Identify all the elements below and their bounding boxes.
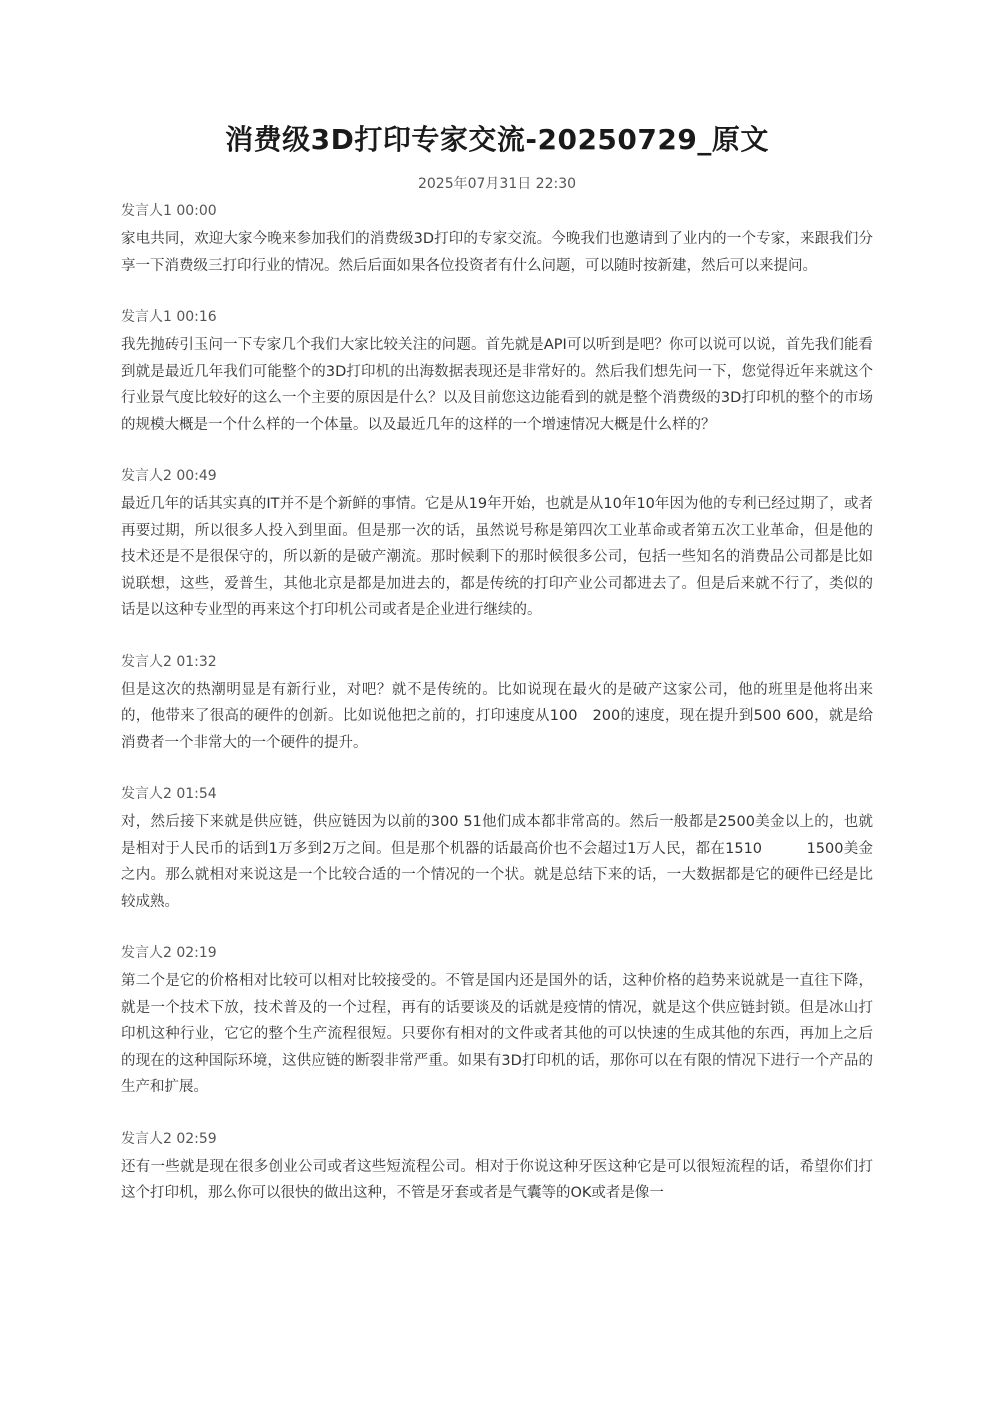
document-date: 2025年07月31日 22:30 — [417, 176, 577, 192]
transcript-block — [121, 200, 873, 279]
speaker-label: 发言人2 00:49 — [121, 468, 217, 484]
transcript-text: 对，然后接下来就是供应链，供应链因为以前的300 51他们成本都非常高的。然后一般都是2500美金以上的，也就是相对于人民币的话到1万多到2万之间。但是那个机器的话最高价也不会超过1万人民，都在1510 1500美金之内。那么就相对来说这是一个比较合适的一个情况的一个状。就是总结下来的话，一大数据都是它的硬件已经是比较成熟。 — [121, 814, 873, 910]
document-title: 消费级3D打印专家交流-20250729_原文 — [225, 123, 769, 156]
transcript-text: 最近几年的话其实真的IT并不是个新鲜的事情。它是从19年开始，也就是从10年10年因为他的专利已经过期了，或者再要过期，所以很多人投入到里面。但是那一次的话，虽然说号称是第四次工业革命或者第五次工业革命，但是他的技术还是不是很保守的，所以新的是破产潮流。那时候剩下的那时候很多公司，包括一些知名的消费品公司都是比如说联想，这些，爱普生，其他北京是都是加进去的，都是传统的打印产业公司都进去了。但是后来就不行了，类似的话是以这种专业型的再来这个打印机公司或者是企业进行继续的。 — [121, 496, 873, 618]
transcript-text: 第二个是它的价格相对比较可以相对比较接受的。不管是国内还是国外的话，这种价格的趋势来说就是一直往下降，就是一个技术下放，技术普及的一个过程，再有的话要谈及的话就是疫情的情况，就是这个供应链封锁。但是冰山打印机这种行业，它它的整个生产流程很短。只要你有相对的文件或者其他的可以快速的生成其他的东西，再加上之后的现在的这种国际环境，这供应链的断裂非常严重。如果有3D打印机的话，那你可以在有限的情况下进行一个产品的生产和扩展。 — [121, 973, 873, 1095]
document-page — [121, 118, 873, 1207]
speaker-label: 发言人2 02:59 — [121, 1130, 217, 1147]
transcript-text: 但是这次的热潮明显是有新行业，对吧？就不是传统的。比如说现在最火的是破产这家公司，他的班里是他将出来的，他带来了很高的硬件的创新。比如说他把之前的，打印速度从100 200的速度，现在提升到500 600，就是给消费者一个非常大的一个硬件的提升。 — [121, 681, 873, 751]
transcript-text: 我先抛砖引玉问一下专家几个我们大家比较关注的问题。首先就是API可以听到是吧？你可以说可以说，首先我们能看到就是最近几年我们可能整个的3D打印机的出海数据表现还是非常好的。然后我们想先问一下，您觉得近年来就这个行业景气度比较好的这么一个主要的原因是什么？以及目前您这边能看到的就是整个消费级的3D打印机的整个的市场的规模大概是一个什么样的一个体量。以及最近几年的这样的一个增速情况大概是什么样的？ — [121, 337, 873, 433]
transcript-block — [121, 306, 873, 438]
transcript-block — [121, 651, 873, 757]
transcript-block — [121, 1128, 873, 1207]
speaker-label: 发言人2 01:54 — [121, 786, 217, 802]
transcript-block — [121, 942, 873, 1101]
transcript-block — [121, 465, 873, 624]
speaker-label: 发言人2 01:32 — [121, 653, 217, 670]
transcript-block — [121, 783, 873, 915]
speaker-label: 发言人1 00:00 — [121, 203, 217, 219]
speaker-label: 发言人2 02:19 — [121, 945, 217, 961]
transcript-text: 家电共同，欢迎大家今晚来参加我们的消费级3D打印的专家交流。今晚我们也邀请到了业内的一个专家，来跟我们分享一下消费级三打印行业的情况。然后后面如果各位投资者有什么问题，可以随时按新建，然后可以来提问。 — [121, 231, 873, 274]
transcript-text: 还有一些就是现在很多创业公司或者这些短流程公司。相对于你说这种牙医这种它是可以很短流程的话，希望你们打这个打印机，那么你可以很快的做出这种，不管是牙套或者是气囊等的OK或者是像一 — [121, 1158, 873, 1201]
speaker-label: 发言人1 00:16 — [121, 309, 217, 325]
